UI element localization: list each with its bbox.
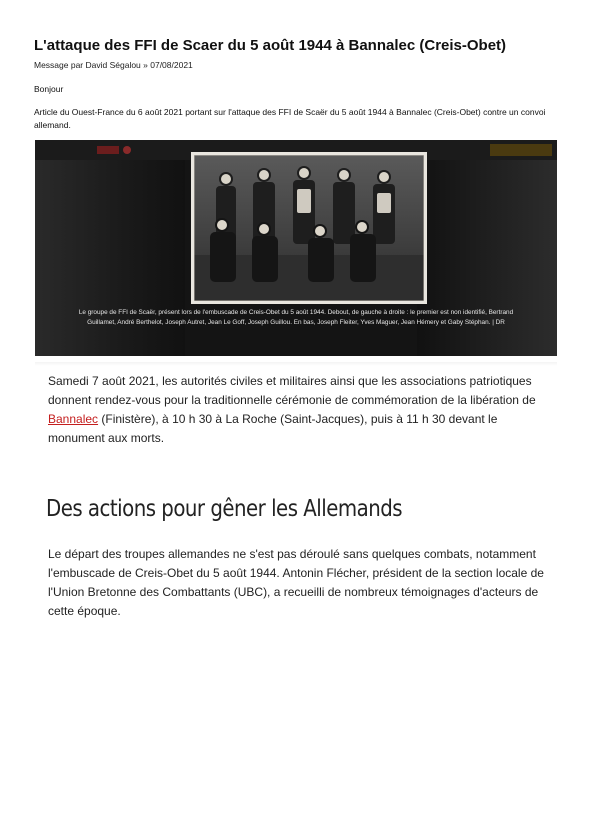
article-paragraph-2: Le départ des troupes allemandes ne s'est pas déroulé sans quelques combats, notamment l'embuscade de Creis-Obet du 5 août 1944. Antonin Flécher, président de la section locale de l'Union Bretonne des Combattants (UBC), a recueilli de nombreux témoignages d'acteurs de cette époque. [48, 547, 544, 618]
banner-subscribe-button[interactable] [490, 144, 552, 156]
photo-caption-text: Le groupe de FFI de Scaër, présent lors de l'embuscade de Creis-Obet du 5 août 1944. Debout, de gauche à droite : le premier est non identifié, Bertrand Guillamet, André Berthelot, Joseph Autret, Jean Le Goff, Joseph Guillou. En bas, Joseph Fleiter, Yves Maguer, Jean Hémery et Gaby Stéphan. [78, 309, 514, 326]
photo-caption [65, 308, 527, 327]
post-greeting: Bonjour [34, 84, 64, 94]
article-paragraph-1-start: Samedi 7 août 2021, les autorités civiles et militaires ainsi que les associations patriotiques donnent rendez-vous pour la traditionnelle cérémonie de commémoration de la libération de [48, 374, 536, 407]
divider [35, 362, 557, 366]
post-title: L'attaque des FFI de Scaer du 5 août 1944 à Bannalec (Creis-Obet) [34, 37, 507, 54]
article-paragraph-1 [48, 372, 548, 448]
bannalec-link[interactable]: Bannalec [48, 412, 99, 426]
section-heading: Des actions pour gêner les Allemands [46, 496, 403, 522]
post-meta: Message par David Ségalou » 07/08/2021 [34, 60, 193, 70]
article-paragraph-1-end: (Finistère), à 10 h 30 à La Roche (Saint-Jacques), puis à 11 h 30 devant le monument aux morts. [48, 412, 498, 445]
article-photo-banner [35, 140, 557, 356]
group-photo [191, 152, 427, 304]
photo-credit: | DR [492, 318, 505, 326]
post-intro: Article du Ouest-France du 6 août 2021 portant sur l'attaque des FFI de Scaër du 5 août 1944 à Bannalec (Creis-Obet) contre un convoi allemand. [34, 107, 546, 130]
newspaper-logo [97, 146, 119, 154]
newspaper-logo-dot [123, 146, 131, 154]
